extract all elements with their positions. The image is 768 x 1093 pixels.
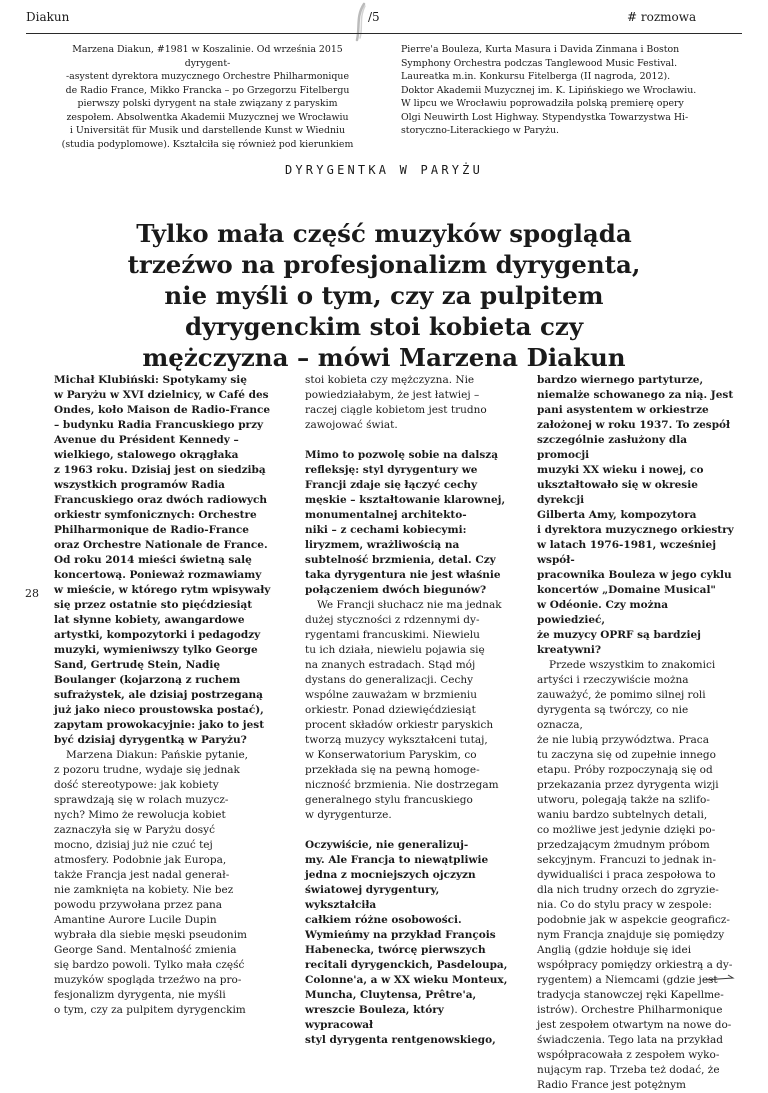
bio-line: Pierre'a Bouleza, Kurta Masura i Davida Zinmana i Boston (401, 44, 680, 55)
text-line: wreszcie Bouleza, który wypracował (305, 1004, 444, 1031)
text-line: utworu, polegają także na szlifo- (537, 794, 710, 806)
text-line: Ondes, koło Maison de Radio-France (54, 404, 271, 416)
text-line: już jako nieco proustowska postać), (54, 704, 264, 716)
text-line: stoi kobieta czy mężczyzna. Nie (305, 374, 475, 386)
text-column-1 (54, 373, 282, 1018)
text-line: zawojować świat. (305, 419, 398, 431)
text-line: niki – z cechami kobiecymi: (305, 524, 467, 536)
text-line: wspólne zauważam w brzmieniu (305, 689, 477, 701)
text-line: dość stereotypowe: jak kobiety (54, 779, 219, 791)
text-line: artystki, kompozytorki i pedagodzy (54, 629, 261, 641)
text-line: mocno, dzisiaj już nie czuć tej (54, 839, 213, 851)
text-line: Michał Klubiński: Spotykamy się (54, 374, 247, 386)
text-line: artyści i rzeczywiście można (537, 674, 689, 686)
text-line: pani asystentem w orkiestrze (537, 404, 709, 416)
title-line: nie myśli o tym, czy za pulpitem (164, 281, 604, 310)
text-line: Philharmonique de Radio-France (54, 524, 249, 536)
text-line: dużej styczności z rdzennymi dy- (305, 614, 480, 626)
text-line: oraz Orchestre Nationale de France. (54, 539, 268, 551)
bio-line: de Radio France, Mikko Francka – po Grzegorzu Fitelbergu (65, 84, 350, 96)
text-line: Amantine Aurore Lucile Dupin (54, 914, 217, 926)
text-line: subtelność brzmienia, detal. Czy (305, 554, 496, 566)
interview-question (305, 838, 511, 1048)
text-line: zaznaczyła się w Paryżu dosyć (54, 824, 215, 836)
text-line: istrów). Orchestre Philharmonique (537, 1004, 723, 1016)
paragraph-gap (305, 433, 511, 448)
text-line: bardzo wiernego partyturze, (537, 374, 704, 386)
text-line: – budynku Radia Francuskiego przy (54, 419, 264, 431)
text-line: światowej dyrygentury, wykształciła (305, 884, 440, 911)
bio-line: -asystent dyrektora muzycznego Orchestre Philharmonique (65, 71, 349, 82)
text-line: Colonne'a, a w XX wieku Monteux, (305, 974, 508, 986)
bio-line: pierwszy polski dyrygent na stałe związany z paryskim (77, 98, 338, 109)
text-line: Francji zdaje się łączyć cechy (305, 479, 478, 491)
text-line: być dzisiaj dyrygentką w Paryżu? (54, 734, 247, 746)
text-line: się bardzo powoli. Tylko mała część (54, 959, 245, 971)
text-line: Sand, Gertrudę Stein, Nadię (54, 659, 221, 671)
text-line: muzyków spogląda trzeźwo na pro- (54, 974, 242, 986)
title-line: mężczyzna – mówi Marzena Diakun (142, 343, 626, 372)
text-line: przedzającym żmudnym próbom (537, 839, 710, 851)
text-line: przekłada się na pewną homoge- (305, 764, 480, 776)
text-line: w Paryżu w XVI dzielnicy, w Café des (54, 389, 269, 401)
text-line: zapytam prowokacyjnie: jako to jest (54, 719, 265, 731)
interview-answer (305, 373, 511, 433)
text-line: na znanych estradach. Stąd mój (305, 659, 476, 671)
text-line: wszystkich programów Radia (54, 479, 225, 491)
text-line: atmosfery. Podobnie jak Europa, (54, 854, 227, 866)
text-line: w latach 1976-1981, wcześniej współ- (537, 539, 717, 566)
text-line: całkiem różne osobowości. (305, 914, 462, 926)
text-line: tu zaczyna się od zupełnie innego (537, 749, 716, 761)
paragraph-gap (305, 823, 511, 838)
text-line: współpracy pomiędzy orkiestrą a dy- (537, 959, 733, 971)
bio-left (55, 43, 360, 151)
text-line: Marzena Diakun: Pańskie pytanie, (66, 749, 249, 761)
text-line: połączeniem dwóch biegunów? (305, 584, 487, 596)
text-line: nych? Mimo że rewolucja kobiet (54, 809, 226, 821)
text-line: z pozoru trudne, wydaje się jednak (54, 764, 240, 776)
text-line: w mieście, w którego rytm wpisywały (54, 584, 271, 596)
text-line: sufrażystek, ale dzisiaj postrzeganą (54, 689, 263, 701)
bio-line: (studia podyplomowe). Kształciła się również pod kierunkiem (61, 138, 354, 150)
interview-answer (54, 748, 282, 1018)
text-line: co możliwe jest jedynie dzięki po- (537, 824, 716, 836)
page-number: 28 (25, 587, 39, 600)
text-line: nia. Co do stylu pracy w zespole: (537, 899, 712, 911)
text-line: dywidualiści i praca zespołowa to (537, 869, 716, 881)
text-line: Gilberta Amy, kompozytora (537, 509, 697, 521)
interview-answer (305, 598, 511, 823)
text-line: Habenecka, twórcę pierwszych (305, 944, 486, 956)
text-line: Anglią (gdzie hołduje się idei (537, 944, 692, 956)
text-line: z 1963 roku. Dzisiaj jest on siedzibą (54, 464, 266, 476)
text-line: tworzą muzycy wykształceni tutaj, (305, 734, 488, 746)
text-line: etapu. Próby rozpoczynają się od (537, 764, 713, 776)
bio-line: Symphony Orchestra podczas Tanglewood Music Festival. (401, 57, 678, 69)
text-line: w Odéonie. Czy można powiedzieć, (537, 599, 669, 626)
text-line: koncertów „Domaine Musical" (537, 584, 716, 596)
text-line: dyrygenta są twórczy, co nie oznacza, (537, 704, 689, 731)
text-line: że nie lubią przywództwa. Praca (537, 734, 709, 746)
text-line: Avenue du Président Kennedy – (54, 434, 239, 446)
bio-right (401, 43, 701, 138)
bio-line: Marzena Diakun, #1981 w Koszalinie. Od września 2015 dyrygent- (72, 44, 343, 69)
text-line: nym Francja znajduje się pomiędzy (537, 929, 725, 941)
running-header-section: /5 (368, 10, 380, 24)
text-line: Muncha, Cluytensa, Prêtre'a, (305, 989, 477, 1001)
text-line: niczność brzmienia. Nie dostrzegam (305, 779, 499, 791)
running-header-author: Diakun (26, 10, 70, 24)
text-line: jest zespołem otwartym na nowe do- (537, 1019, 732, 1031)
text-line: We Francji słuchacz nie ma jednak (317, 599, 502, 611)
text-line: refleksję: styl dyrygentury we (305, 464, 478, 476)
text-line: orkiestr. Ponad dziewięćdziesiąt (305, 704, 476, 716)
text-line: że muzycy OPRF są bardziej (537, 629, 701, 641)
text-line: współpracowała z zespołem wyko- (537, 1049, 720, 1061)
running-header-category: # rozmowa (627, 10, 697, 24)
title-line: dyrygenckim stoi kobieta czy (184, 312, 584, 341)
title-line: Tylko mała część muzyków spogląda (136, 219, 632, 248)
text-line: wielkiego, stalowego okrągłaka (54, 449, 239, 461)
text-line: Od roku 2014 mieści świetną salę (54, 554, 252, 566)
text-column-3 (537, 373, 737, 1093)
interview-question (537, 373, 737, 658)
text-line: Boulanger (kojarzoną z ruchem (54, 674, 241, 686)
bio-line: Olgi Neuwirth Lost Highway. Stypendystka Towarzystwa Hi- (401, 111, 689, 123)
text-line: liryzmem, wrażliwością na (305, 539, 460, 551)
text-line: Francuskiego oraz dwóch radiowych (54, 494, 267, 506)
text-line: waniu bardzo subtelnych detali, (537, 809, 708, 821)
text-line: George Sand. Mentalność zmienia (54, 944, 237, 956)
bio-line: storyczno-Literackiego w Paryżu. (401, 125, 559, 136)
text-line: lat słynne kobiety, awangardowe (54, 614, 245, 626)
text-line: nie zamknięta na kobiety. Nie bez (54, 884, 234, 896)
text-line: jedna z mocniejszych ojczyzn (305, 869, 476, 881)
text-line: pracownika Bouleza w jego cyklu (537, 569, 732, 581)
text-line: zauważyć, że pomimo silnej roli (537, 689, 706, 701)
text-line: rygentami francuskimi. Niewielu (305, 629, 480, 641)
text-line: męskie – kształtowanie klarownej, (305, 494, 506, 506)
text-line: styl dyrygenta rentgenowskiego, (305, 1034, 496, 1046)
text-line: tu ich działa, niewielu pojawia się (305, 644, 485, 656)
title-line: trzeźwo na profesjonalizm dyrygenta, (127, 250, 641, 279)
text-line: monumentalnej architekto- (305, 509, 467, 521)
text-line: i dyrektora muzycznego orkiestry (537, 524, 734, 536)
text-line: powiedziałabym, że jest łatwiej – (305, 389, 480, 401)
bio-line: zespołem. Absolwentka Akademii Muzycznej we Wrocławiu (66, 111, 349, 123)
text-line: raczej ciągle kobietom jest trudno (305, 404, 487, 416)
interview-question (305, 448, 511, 598)
text-column-2 (305, 373, 511, 1048)
text-line: procent składów orkiestr paryskich (305, 719, 494, 731)
bio-line: Laureatka m.in. Konkursu Fitelberga (II nagroda, 2012). (401, 71, 671, 82)
text-line: przekazania przez dyrygenta wizji (537, 779, 719, 791)
text-line: niemalże schowanego za nią. Jest (537, 389, 734, 401)
text-line: kreatywni? (537, 644, 602, 656)
text-line: o tym, czy za pulpitem dyrygenckim (54, 1004, 246, 1016)
text-line: w Konserwatorium Paryskim, co (305, 749, 477, 761)
text-line: nującym rap. Trzeba też dodać, że (537, 1064, 720, 1076)
bio-line: Doktor Akademii Muzycznej im. K. Lipińskiego we Wrocławiu. (401, 84, 697, 96)
text-line: muzyki XX wieku i nowej, co (537, 464, 704, 476)
text-line: rygentem) a Niemcami (gdzie jest (537, 974, 718, 986)
text-line: ukształtowało się w okresie dyrekcji (537, 479, 698, 506)
text-line: Mimo to pozwolę sobie na dalszą (305, 449, 499, 461)
text-line: Przede wszystkim to znakomici (549, 659, 716, 671)
text-line: podobnie jak w aspekcie geograficz- (537, 914, 730, 926)
text-line: powodu przywołana przez pana (54, 899, 223, 911)
text-line: także Francja jest nadal generał- (54, 869, 230, 881)
interview-question (54, 373, 282, 748)
text-line: założonej w roku 1937. To zespół (537, 419, 731, 431)
text-line: Radio France jest potężnym (537, 1079, 686, 1091)
text-line: dystans do generalizacji. Cechy (305, 674, 474, 686)
text-line: fesjonalizm dyrygenta, nie myśli (54, 989, 226, 1001)
text-line: muzyki, wymieniwszy tylko George (54, 644, 258, 656)
text-line: sekcyjnym. Francuzi to jednak in- (537, 854, 717, 866)
text-line: w dyrygenturze. (305, 809, 392, 821)
text-line: orkiestr symfonicznych: Orchestre (54, 509, 257, 521)
text-line: Wymieńmy na przykład François (305, 929, 496, 941)
text-line: świadczenia. Tego lata na przykład (537, 1034, 723, 1046)
text-line: Oczywiście, nie generalizuj- (305, 839, 469, 851)
text-line: my. Ale Francja to niewątpliwie (305, 854, 489, 866)
text-line: taka dyrygentura nie jest właśnie (305, 569, 501, 581)
text-line: wybrała dla siebie męski pseudonim (54, 929, 248, 941)
text-line: szczególnie zasłużony dla promocji (537, 434, 688, 461)
bio-line: W lipcu we Wrocławiu poprowadziła polską premierę opery (401, 98, 684, 109)
section-kicker: DYRYGENTKA W PARYŻU (284, 163, 484, 177)
text-line: koncertową. Ponieważ rozmawiamy (54, 569, 262, 581)
bio-line: i Universität für Musik und darstellende Kunst w Wiedniu (69, 125, 346, 136)
text-line: tradycja stanowczej ręki Kapellme- (537, 989, 724, 1001)
article-title (60, 218, 708, 373)
header-rule (26, 33, 742, 34)
text-line: się przez ostatnie sto pięćdziesiąt (54, 599, 253, 611)
continue-arrow-icon (703, 974, 737, 982)
interview-answer (537, 658, 737, 1093)
text-line: dla nich trudny orzech do zgryzie- (537, 884, 719, 896)
text-line: generalnego stylu francuskiego (305, 794, 473, 806)
text-line: sprawdzają się w rolach muzycz- (54, 794, 229, 806)
text-line: recitali dyrygenckich, Pasdeloupa, (305, 959, 508, 971)
